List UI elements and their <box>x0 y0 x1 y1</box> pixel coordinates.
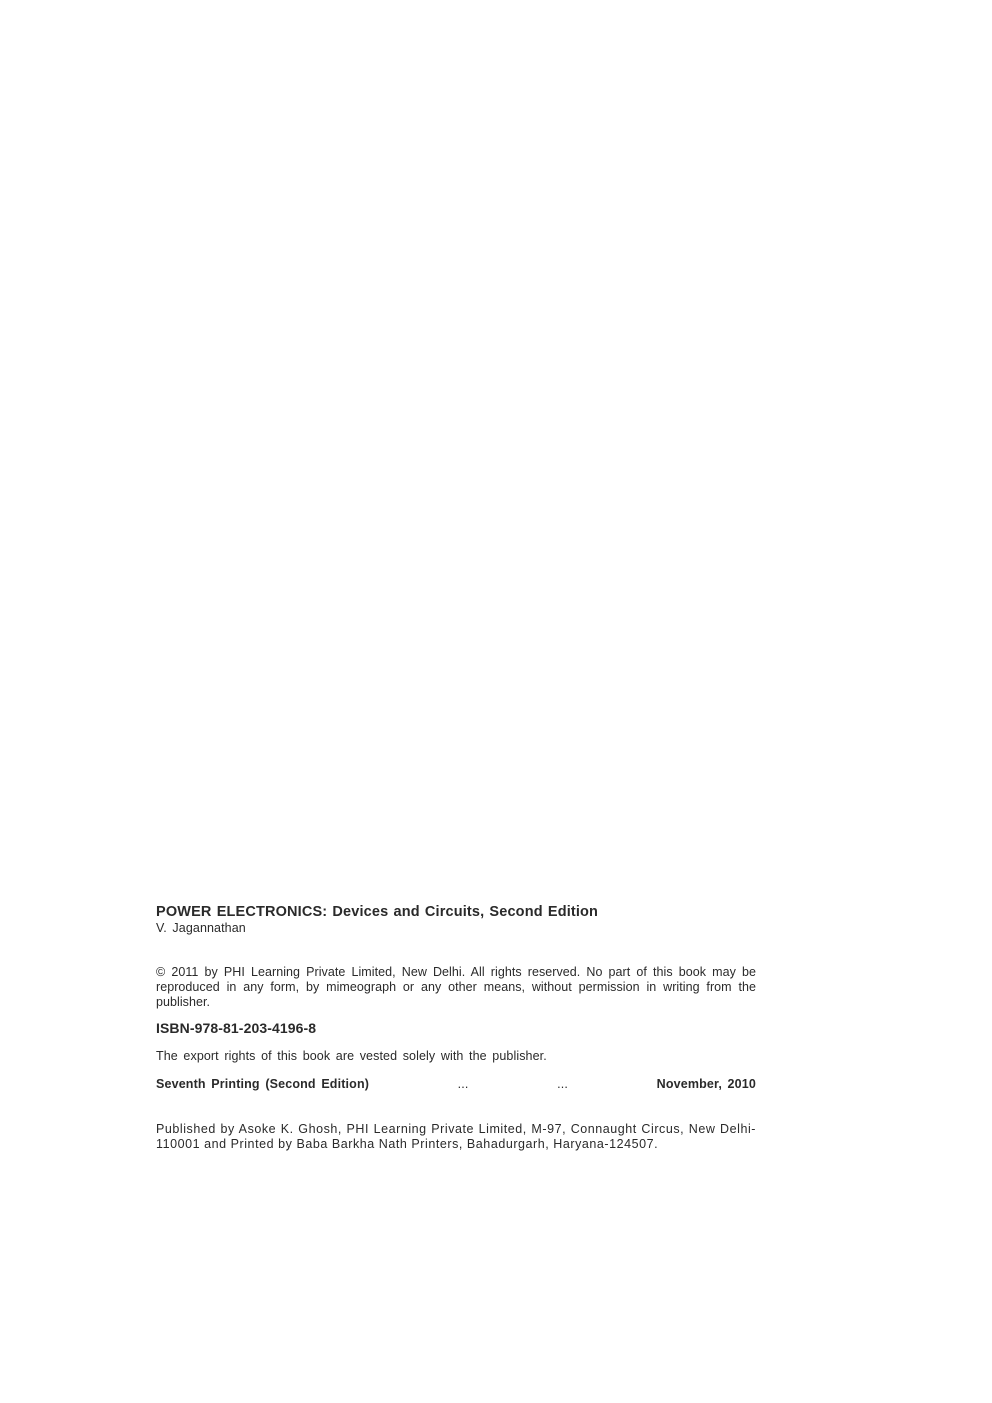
printing-separator: ... <box>457 1077 469 1091</box>
isbn: ISBN-978-81-203-4196-8 <box>156 1020 317 1036</box>
author-name: V. Jagannathan <box>156 921 246 935</box>
printing-line <box>156 1077 756 1092</box>
imprint-block <box>156 903 756 1152</box>
printing-edition: Seventh Printing (Second Edition) <box>156 1077 370 1091</box>
book-title: POWER ELECTRONICS: Devices and Circuits, Second Edition <box>156 904 599 920</box>
printing-date: November, 2010 <box>656 1077 756 1091</box>
copyright-notice: © 2011 by PHI Learning Private Limited, New Delhi. All rights reserved. No part of this book may be reproduced in any form, by mimeograph or any other means, without permission in writing from the publisher. <box>156 965 756 1009</box>
export-rights-notice: The export rights of this book are vested solely with the publisher. <box>156 1049 547 1063</box>
printing-separator: ... <box>557 1077 569 1091</box>
publisher-printer-info: Published by Asoke K. Ghosh, PHI Learning Private Limited, M-97, Connaught Circus, New Delhi-110001 and Printed by Baba Barkha Nath Printers, Bahadurgarh, Haryana-124507. <box>156 1122 756 1151</box>
